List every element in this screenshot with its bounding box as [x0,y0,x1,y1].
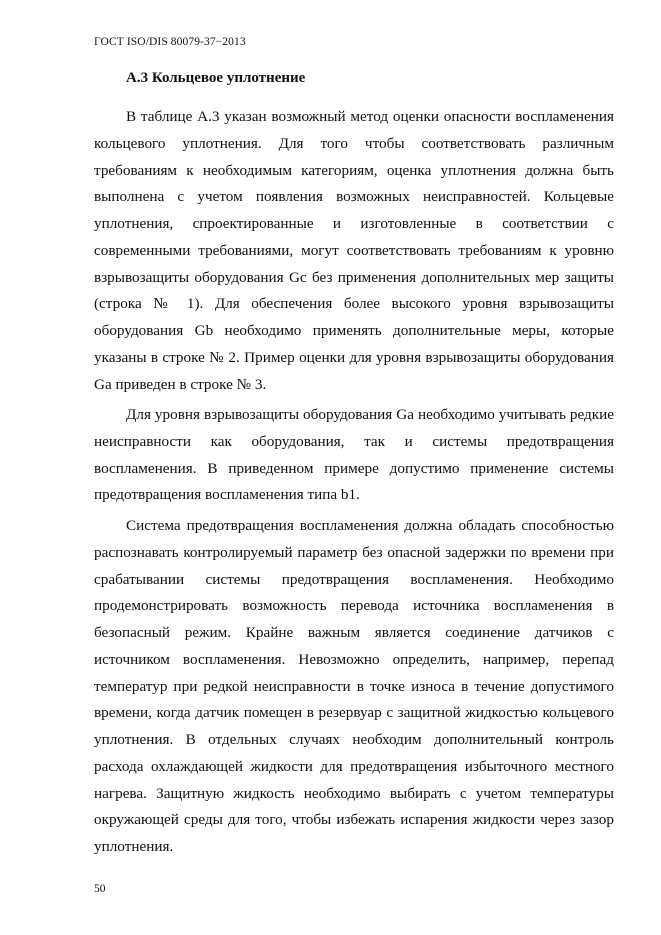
paragraph-3 [94,513,614,861]
paragraph-3-text: Система предотвращения воспламенения должна обладать способностью распознавать контролируемый параметр без опасной задержки по времени при срабатывании системы предотвращения воспламенения. Необходимо продемонстрировать возможность перевода источника воспламенения в безопасный режим. Крайне важным является соединение датчиков с источником воспламенения. Невозможно определить, например, перепад температур при редкой неисправности в точке износа в течение допустимого времени, когда датчик помещен в резервуар с защитной жидкостью кольцевого уплотнения. В отдельных случаях необходим дополнительный контроль расхода охлаждающей жидкости для предотвращения избыточного местного нагрева. Защитную жидкость необходимо выбирать с учетом температуры окружающей среды для того, чтобы избежать испарения жидкости через зазор уплотнения. [94,517,614,855]
page-number: 50 [94,883,106,895]
document-header: ГОСТ ISO/DIS 80079-37−2013 [94,36,246,48]
paragraph-1-text: В таблице А.3 указан возможный метод оценки опасности воспламенения кольцевого уплотнения. Для того чтобы соответствовать различным требованиям к необходимым категориям, оценка уплотнения должна быть выполнена с учетом появления возможных неисправностей. Кольцевые уплотнения, спроектированные и изготовленные в соответствии с современными требованиями, могут соответствовать требованиям к уровню взрывозащиты оборудования Gc без применения дополнительных мер защиты (строка № 1). Для обеспечения более высокого уровня взрывозащиты оборудования Gb необходимо применять дополнительные меры, которые указаны в строке № 2. Пример оценки для уровня взрывозащиты оборудования Ga приведен в строке № 3. [94,108,614,393]
paragraph-1 [94,104,614,398]
paragraph-2-text: Для уровня взрывозащиты оборудования Ga необходимо учитывать редкие неисправности как оборудования, так и системы предотвращения воспламенения. В приведенном примере допустимо применение системы предотвращения воспламенения типа b1. [94,406,614,504]
paragraph-2 [94,402,614,509]
section-title: А.3 Кольцевое уплотнение [126,70,306,86]
